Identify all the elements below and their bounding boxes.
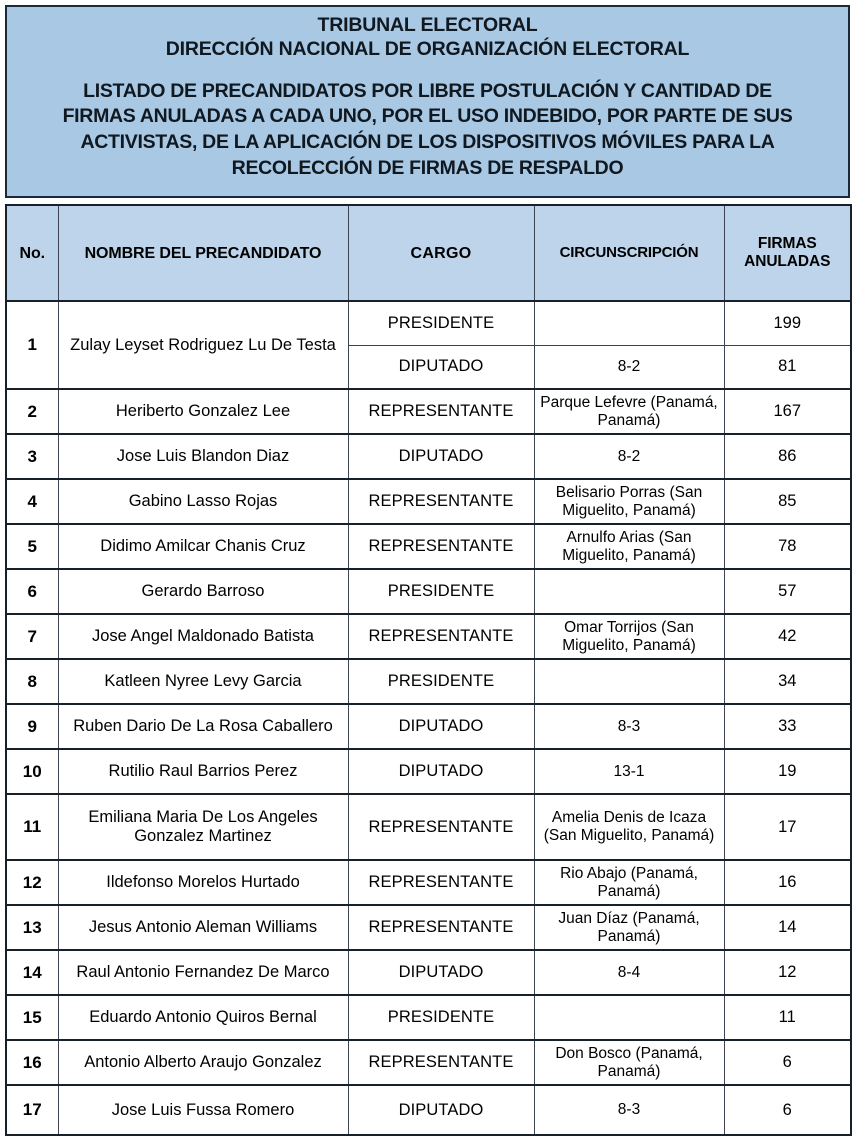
cell-firmas-anuladas: 78 <box>724 524 851 569</box>
column-header-firmas-line1: FIRMAS <box>757 234 817 252</box>
cell-candidate-name: Ruben Dario De La Rosa Caballero <box>58 704 348 749</box>
column-header-firmas-anuladas <box>724 205 851 301</box>
cell-row-number: 11 <box>6 794 58 860</box>
cell-candidate-name: Jose Luis Blandon Diaz <box>58 434 348 479</box>
precandidates-table <box>5 204 852 1136</box>
table-row[interactable] <box>6 749 851 794</box>
cell-firmas-anuladas: 6 <box>724 1040 851 1085</box>
cell-firmas-anuladas: 85 <box>724 479 851 524</box>
cell-firmas-anuladas: 14 <box>724 905 851 950</box>
cell-circunscripcion <box>534 659 724 704</box>
cell-row-number: 4 <box>6 479 58 524</box>
cell-circunscripcion: Juan Díaz (Panamá, Panamá) <box>534 905 724 950</box>
cell-candidate-name: Raul Antonio Fernandez De Marco <box>58 950 348 995</box>
table-row[interactable] <box>6 524 851 569</box>
cell-candidate-name: Gabino Lasso Rojas <box>58 479 348 524</box>
table-row[interactable] <box>6 995 851 1040</box>
cell-cargo: PRESIDENTE <box>348 301 534 345</box>
cell-firmas-anuladas: 42 <box>724 614 851 659</box>
document-title-line4: RECOLECCIÓN DE FIRMAS DE RESPALDO <box>231 157 624 180</box>
cell-circunscripcion: Rio Abajo (Panamá, Panamá) <box>534 860 724 905</box>
organization-name-line2: DIRECCIÓN NACIONAL DE ORGANIZACIÓN ELECTORAL <box>165 37 690 60</box>
table-row[interactable] <box>6 659 851 704</box>
precandidates-table-wrapper <box>5 204 850 1136</box>
table-row[interactable] <box>6 389 851 434</box>
organization-name-line1: TRIBUNAL ELECTORAL <box>317 14 538 36</box>
cell-firmas-anuladas: 57 <box>724 569 851 614</box>
cell-circunscripcion: 8-3 <box>534 1085 724 1135</box>
cell-row-number: 3 <box>6 434 58 479</box>
cell-firmas-anuladas: 34 <box>724 659 851 704</box>
column-header-cargo: CARGO <box>348 205 534 301</box>
cell-cargo: REPRESENTANTE <box>348 389 534 434</box>
cell-firmas-anuladas: 19 <box>724 749 851 794</box>
cell-cargo: REPRESENTANTE <box>348 524 534 569</box>
cell-firmas-anuladas: 11 <box>724 995 851 1040</box>
table-row[interactable] <box>6 1040 851 1085</box>
table-row[interactable] <box>6 860 851 905</box>
cell-row-number: 8 <box>6 659 58 704</box>
column-header-circunscripcion: CIRCUNSCRIPCIÓN <box>534 205 724 301</box>
cell-candidate-name: Jesus Antonio Aleman Williams <box>58 905 348 950</box>
cell-cargo: REPRESENTANTE <box>348 1040 534 1085</box>
cell-candidate-name: Gerardo Barroso <box>58 569 348 614</box>
cell-candidate-name: Zulay Leyset Rodriguez Lu De Testa <box>58 301 348 389</box>
cell-circunscripcion <box>534 569 724 614</box>
cell-circunscripcion <box>534 301 724 345</box>
cell-row-number: 7 <box>6 614 58 659</box>
cell-row-number: 10 <box>6 749 58 794</box>
cell-row-number: 12 <box>6 860 58 905</box>
cell-row-number: 17 <box>6 1085 58 1135</box>
table-header <box>6 205 851 301</box>
cell-firmas-anuladas: 6 <box>724 1085 851 1135</box>
cell-cargo: REPRESENTANTE <box>348 860 534 905</box>
table-row[interactable] <box>6 704 851 749</box>
cell-circunscripcion: Amelia Denis de Icaza (San Miguelito, Panamá) <box>534 794 724 860</box>
cell-circunscripcion: Omar Torrijos (San Miguelito, Panamá) <box>534 614 724 659</box>
cell-cargo: PRESIDENTE <box>348 659 534 704</box>
cell-firmas-anuladas: 86 <box>724 434 851 479</box>
column-header-nombre: NOMBRE DEL PRECANDIDATO <box>58 205 348 301</box>
table-row[interactable] <box>6 479 851 524</box>
cell-firmas-anuladas: 81 <box>724 345 851 389</box>
cell-circunscripcion: Don Bosco (Panamá, Panamá) <box>534 1040 724 1085</box>
table-row[interactable] <box>6 950 851 995</box>
table-row[interactable] <box>6 569 851 614</box>
cell-row-number: 14 <box>6 950 58 995</box>
cell-candidate-name: Katleen Nyree Levy Garcia <box>58 659 348 704</box>
document-header-banner <box>5 5 850 198</box>
cell-row-number: 5 <box>6 524 58 569</box>
cell-circunscripcion: 8-2 <box>534 345 724 389</box>
cell-cargo: DIPUTADO <box>348 1085 534 1135</box>
column-header-no: No. <box>6 205 58 301</box>
cell-row-number: 2 <box>6 389 58 434</box>
cell-firmas-anuladas: 12 <box>724 950 851 995</box>
cell-circunscripcion: Parque Lefevre (Panamá, Panamá) <box>534 389 724 434</box>
cell-row-number: 6 <box>6 569 58 614</box>
cell-row-number: 9 <box>6 704 58 749</box>
cell-candidate-name: Jose Angel Maldonado Batista <box>58 614 348 659</box>
cell-circunscripcion: 13-1 <box>534 749 724 794</box>
cell-firmas-anuladas: 199 <box>724 301 851 345</box>
cell-firmas-anuladas: 17 <box>724 794 851 860</box>
cell-cargo: PRESIDENTE <box>348 995 534 1040</box>
cell-circunscripcion: 8-4 <box>534 950 724 995</box>
cell-circunscripcion <box>534 995 724 1040</box>
cell-candidate-name: Didimo Amilcar Chanis Cruz <box>58 524 348 569</box>
cell-firmas-anuladas: 33 <box>724 704 851 749</box>
cell-cargo: REPRESENTANTE <box>348 794 534 860</box>
cell-candidate-name: Ildefonso Morelos Hurtado <box>58 860 348 905</box>
cell-row-number: 13 <box>6 905 58 950</box>
table-body <box>6 301 851 1135</box>
cell-candidate-name: Heriberto Gonzalez Lee <box>58 389 348 434</box>
banner-spacer <box>35 62 820 79</box>
cell-candidate-name: Eduardo Antonio Quiros Bernal <box>58 995 348 1040</box>
cell-circunscripcion: Arnulfo Arias (San Miguelito, Panamá) <box>534 524 724 569</box>
cell-firmas-anuladas: 16 <box>724 860 851 905</box>
cell-cargo: REPRESENTANTE <box>348 479 534 524</box>
table-row[interactable] <box>6 1085 851 1135</box>
cell-firmas-anuladas: 167 <box>724 389 851 434</box>
cell-cargo: REPRESENTANTE <box>348 905 534 950</box>
cell-row-number: 1 <box>6 301 58 389</box>
cell-cargo: DIPUTADO <box>348 345 534 389</box>
cell-circunscripcion: 8-3 <box>534 704 724 749</box>
cell-candidate-name: Jose Luis Fussa Romero <box>58 1085 348 1135</box>
table-row[interactable] <box>6 794 851 860</box>
table-row[interactable] <box>6 905 851 950</box>
cell-circunscripcion: 8-2 <box>534 434 724 479</box>
document-title-line2: FIRMAS ANULADAS A CADA UNO, POR EL USO INDEBIDO, POR PARTE DE SUS <box>62 105 793 128</box>
cell-cargo: PRESIDENTE <box>348 569 534 614</box>
cell-cargo: DIPUTADO <box>348 749 534 794</box>
table-header-row <box>6 205 851 301</box>
cell-row-number: 16 <box>6 1040 58 1085</box>
cell-candidate-name: Rutilio Raul Barrios Perez <box>58 749 348 794</box>
table-row[interactable] <box>6 434 851 479</box>
cell-cargo: DIPUTADO <box>348 704 534 749</box>
cell-candidate-name: Emiliana Maria De Los Angeles Gonzalez Martinez <box>58 794 348 860</box>
column-header-firmas-line2: ANULADAS <box>744 253 831 271</box>
cell-circunscripcion: Belisario Porras (San Miguelito, Panamá) <box>534 479 724 524</box>
table-row[interactable] <box>6 301 851 345</box>
cell-candidate-name: Antonio Alberto Araujo Gonzalez <box>58 1040 348 1085</box>
cell-cargo: REPRESENTANTE <box>348 614 534 659</box>
document-title-line3: ACTIVISTAS, DE LA APLICACIÓN DE LOS DISPOSITIVOS MÓVILES PARA LA <box>80 131 775 154</box>
cell-cargo: DIPUTADO <box>348 434 534 479</box>
table-row[interactable] <box>6 614 851 659</box>
document-title-line1: LISTADO DE PRECANDIDATOS POR LIBRE POSTULACIÓN Y CANTIDAD DE <box>83 79 772 102</box>
cell-row-number: 15 <box>6 995 58 1040</box>
cell-cargo: DIPUTADO <box>348 950 534 995</box>
document-page <box>0 5 855 1120</box>
